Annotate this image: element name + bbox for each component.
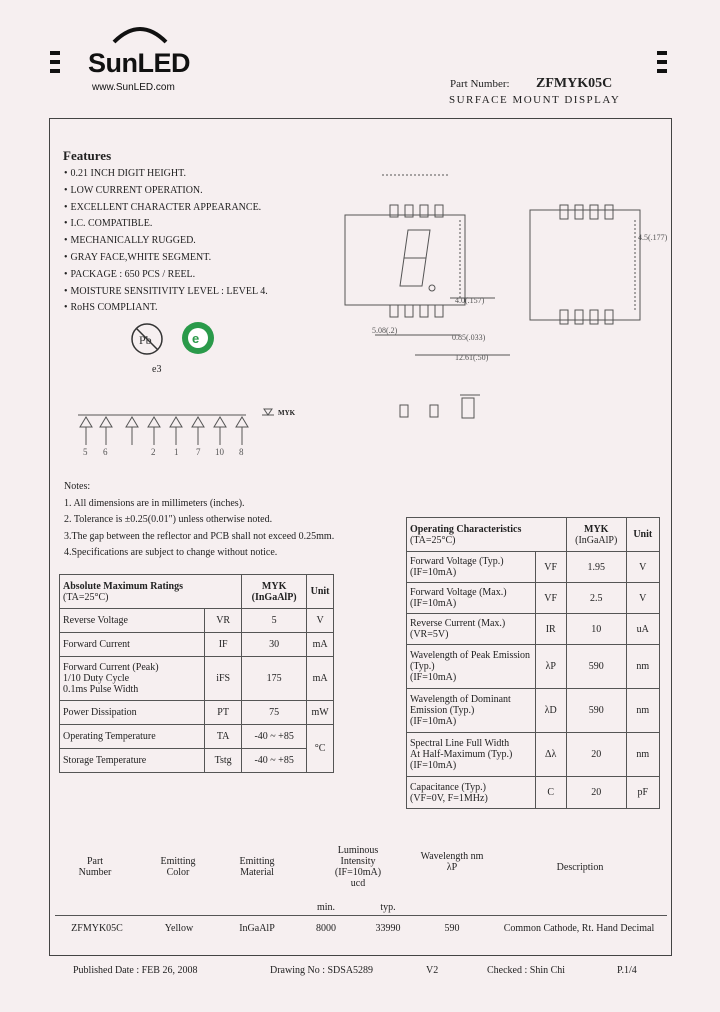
table-row: Capacitance (Typ.) (VF=0V, F=1MHz) C 20 pF <box>407 777 660 809</box>
note-item: 4.Specifications are subject to change without notice. <box>64 547 278 558</box>
sel-header-description: Description <box>556 862 604 873</box>
table-row: Power Dissipation PT 75 mW <box>60 701 334 725</box>
cert-caption: e3 <box>152 364 162 375</box>
dim-c: 4.5(.177) <box>638 233 668 242</box>
op-char-table <box>406 517 660 809</box>
table-row: Storage Temperature Tstg -40 ~ +85 <box>60 749 334 773</box>
abs-max-header <box>60 575 242 609</box>
package-dimension-drawing <box>320 160 668 420</box>
dim-a: 0.85(.033) <box>452 333 486 342</box>
sel-header-typ: typ. <box>380 902 396 913</box>
sel-header-color: Emitting Color <box>160 856 196 878</box>
sel-material: InGaAlP <box>239 923 275 934</box>
note-item: 1. All dimensions are in millimeters (inches). <box>64 497 245 509</box>
table-row: Forward Current (Peak) 1/10 Duty Cycle 0.1ms Pulse Width iFS 175 mA <box>60 657 334 701</box>
dim-b: 12.61(.50) <box>455 353 489 362</box>
svg-text:e: e <box>192 331 200 346</box>
note-item: 3.The gap between the reflector and PCB shall not exceed 0.25mm. <box>64 530 335 542</box>
notes <box>64 479 334 562</box>
feature-item: • RoHS COMPLIANT. <box>64 300 268 317</box>
pb-free-icon <box>130 322 164 356</box>
op-char-title: Operating Characteristics <box>410 523 522 535</box>
features-list <box>64 166 268 317</box>
sel-typ: 33990 <box>375 923 401 934</box>
table-row: Reverse Voltage VR 5 V <box>60 609 334 633</box>
note-item: 2. Tolerance is ±0.25(0.01") unless otherwise noted. <box>64 514 273 525</box>
sel-description: Common Cathode, Rt. Hand Decimal <box>503 923 655 934</box>
table-row: Operating Temperature TA -40 ~ +85 °C <box>60 725 334 749</box>
sel-header-material: Emitting Material <box>239 856 275 878</box>
pin-10: 10 <box>215 447 224 457</box>
sel-header-min: min. <box>316 902 336 913</box>
feature-item: • I.C. COMPATIBLE. <box>64 216 268 233</box>
brand-url: www.SunLED.com <box>92 82 175 93</box>
circuit-diagram <box>66 395 296 460</box>
table-row: Wavelength of Dominant Emission (Typ.) (IF=10mA) λD 590 nm <box>407 689 660 733</box>
sel-part: ZFMYK05C <box>71 923 123 934</box>
part-number: ZFMYK05C <box>536 76 613 91</box>
dim-pitch: 5.08(.2) <box>372 326 398 335</box>
dim-height: 4.0(.157) <box>455 296 485 305</box>
feature-item: • MECHANICALLY RUGGED. <box>64 233 268 250</box>
sun-arc-icon <box>110 22 170 44</box>
pin-7: 7 <box>196 447 201 457</box>
sel-color: Yellow <box>164 923 194 934</box>
pin-5: 5 <box>83 447 88 457</box>
sel-wavelength: 590 <box>444 923 460 934</box>
logo-bars-right <box>657 51 667 78</box>
logo-bars-left <box>50 51 60 78</box>
legend-label: MYK <box>278 409 296 417</box>
features-title: Features <box>63 148 112 163</box>
footer-drawing: Drawing No : SDSA5289 <box>270 965 374 976</box>
part-number-label: Part Number: <box>450 78 510 90</box>
notes-title: Notes: <box>64 481 91 492</box>
sel-header-part: Part Number <box>78 856 112 878</box>
op-char-header <box>407 518 567 552</box>
feature-item: • 0.21 INCH DIGIT HEIGHT. <box>64 166 268 183</box>
feature-item: • MOISTURE SENSITIVITY LEVEL : LEVEL 4. <box>64 284 268 301</box>
pin-8: 8 <box>239 447 244 457</box>
footer-checked: Checked : Shin Chi <box>487 965 566 976</box>
table-row: Forward Current IF 30 mA <box>60 633 334 657</box>
table-row: Wavelength of Peak Emission (Typ.) (IF=10mA) λP 590 nm <box>407 645 660 689</box>
sel-header-wavelength: Wavelength nm λP <box>420 851 484 873</box>
sel-divider <box>55 915 667 916</box>
table-row: Spectral Line Full Width At Half-Maximum (Typ.) (IF=10mA) Δλ 20 nm <box>407 733 660 777</box>
abs-max-col-part: MYK (InGaAlP) <box>242 575 307 609</box>
abs-max-title: Absolute Maximum Ratings <box>63 580 184 592</box>
abs-max-table <box>59 574 334 773</box>
table-row: Forward Voltage (Typ.) (IF=10mA) VF 1.95 V <box>407 552 660 583</box>
feature-item: • LOW CURRENT OPERATION. <box>64 183 268 200</box>
footer-page: P.1/4 <box>617 965 637 976</box>
feature-item: • EXCELLENT CHARACTER APPEARANCE. <box>64 200 268 217</box>
op-char-col-unit: Unit <box>626 518 659 552</box>
table-row: Forward Voltage (Max.) (IF=10mA) VF 2.5 V <box>407 583 660 614</box>
op-char-cond: (TA=25°C) <box>410 534 456 546</box>
abs-max-cond: (TA=25°C) <box>63 591 109 603</box>
pin-1: 1 <box>174 447 179 457</box>
table-row: Reverse Current (Max.) (VR=5V) IR 10 uA <box>407 614 660 645</box>
product-type: SURFACE MOUNT DISPLAY <box>449 94 621 106</box>
sel-min: 8000 <box>316 923 336 934</box>
pb-free-label: Pb <box>139 333 152 347</box>
brand-logo: SunLED <box>88 48 190 78</box>
abs-max-col-unit: Unit <box>307 575 334 609</box>
pin-2: 2 <box>151 447 156 457</box>
rohs-e3-icon <box>180 320 216 356</box>
sel-header-intensity: Luminous Intensity (IF=10mA) ucd <box>334 845 382 889</box>
feature-item: • GRAY FACE,WHITE SEGMENT. <box>64 250 268 267</box>
pin-6: 6 <box>103 447 108 457</box>
footer-version: V2 <box>426 965 439 976</box>
feature-item: • PACKAGE : 650 PCS / REEL. <box>64 267 268 284</box>
footer-published: Published Date : FEB 26, 2008 <box>73 965 198 976</box>
op-char-col-part: MYK (InGaAlP) <box>566 518 626 552</box>
